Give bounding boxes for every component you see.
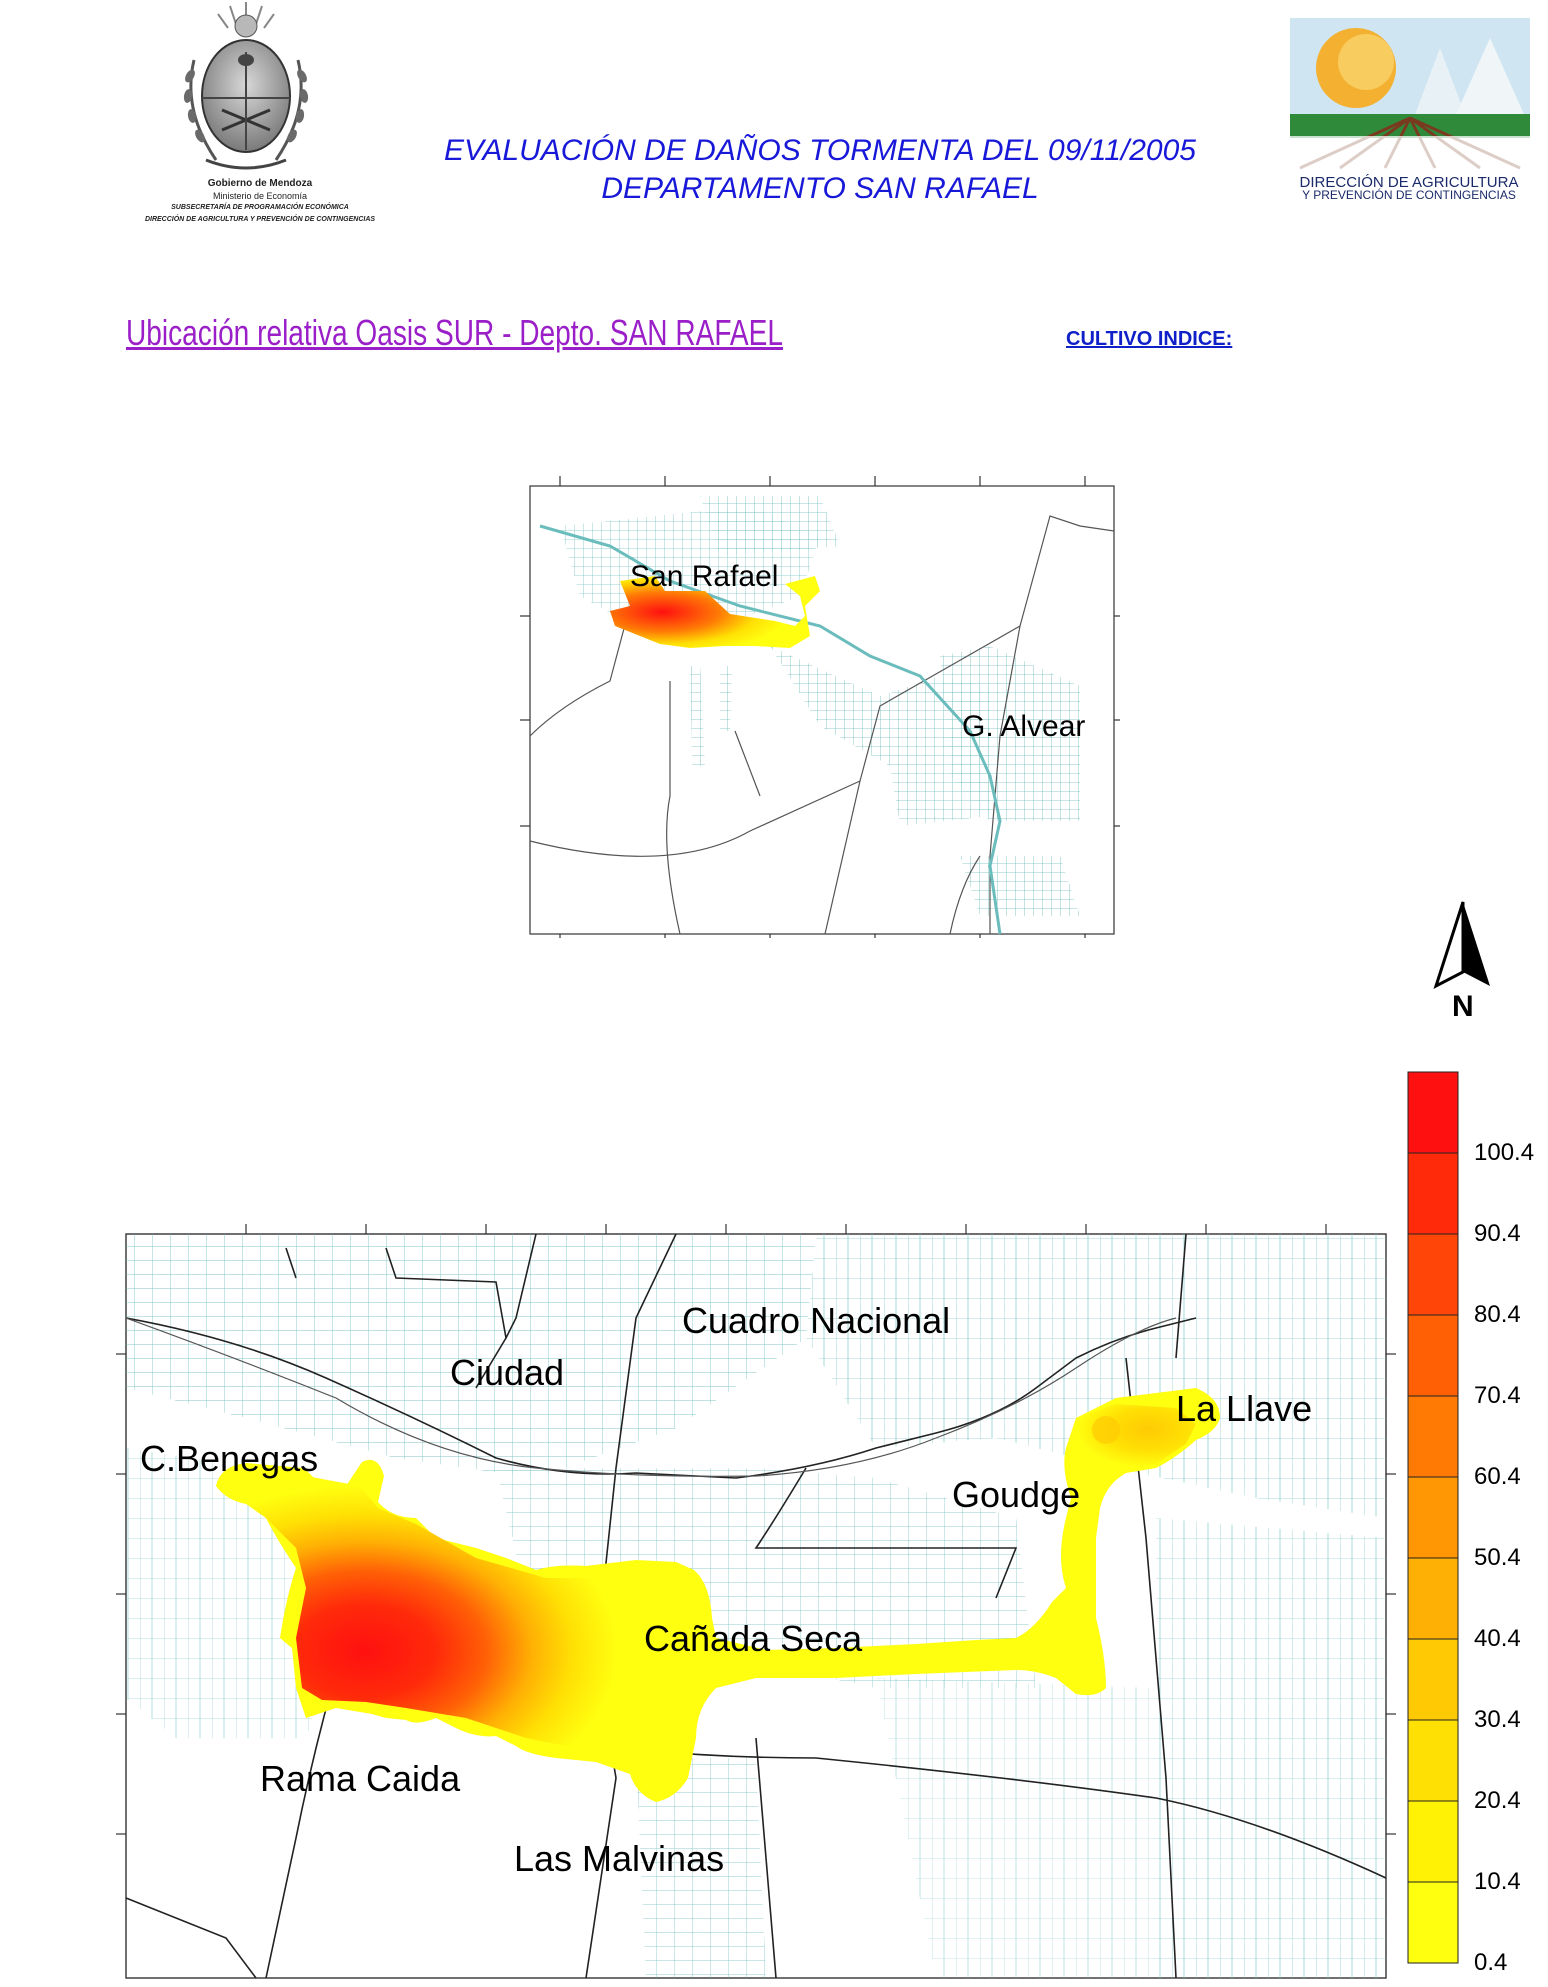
coat-of-arms-icon	[176, 0, 316, 176]
legend-band	[1408, 1153, 1458, 1234]
gov-line-1: Gobierno de Mendoza	[207, 178, 313, 189]
agriculture-sun-field-icon	[1290, 18, 1530, 174]
legend-band	[1408, 1558, 1458, 1639]
overview-label-g-alvear: G. Alvear	[962, 710, 1086, 743]
legend-tick-label: 0.4	[1474, 1949, 1508, 1976]
right-logo	[1290, 18, 1530, 174]
subtitle: Ubicación relativa Oasis SUR - Depto. SAN RAFAEL	[126, 312, 784, 353]
detail-label-canada-seca: Cañada Seca	[644, 1618, 863, 1659]
legend-band	[1408, 1801, 1458, 1882]
detail-map	[116, 1218, 1396, 1982]
gov-line-2: Ministerio de Economía	[212, 191, 308, 201]
page-title	[370, 132, 1270, 208]
detail-label-ciudad: Ciudad	[450, 1352, 565, 1393]
cultivo-indice-label: CULTIVO INDICE:	[1066, 328, 1233, 350]
legend-band	[1408, 1315, 1458, 1396]
detail-label-las-malvinas: Las Malvinas	[514, 1838, 725, 1879]
legend-band	[1408, 1477, 1458, 1558]
agri-line-2: Y PREVENCIÓN DE CONTINGENCIAS	[1302, 188, 1516, 202]
overview-label-san-rafael: San Rafael	[630, 560, 779, 593]
overview-map	[520, 476, 1120, 938]
legend-tick-label: 20.4	[1474, 1787, 1521, 1814]
title-line-2: DEPARTAMENTO SAN RAFAEL	[601, 172, 1039, 205]
legend-band	[1408, 1720, 1458, 1801]
detail-label-rama-caida: Rama Caida	[260, 1758, 461, 1799]
legend-tick-label: 50.4	[1474, 1544, 1521, 1571]
legend-band	[1408, 1072, 1458, 1153]
gov-line-4: DIRECCIÓN DE AGRICULTURA Y PREVENCIÓN DE CONTINGENCIAS	[144, 216, 376, 223]
legend-band	[1408, 1639, 1458, 1720]
detail-label-c-benegas: C.Benegas	[140, 1438, 319, 1479]
gov-line-3: SUBSECRETARÍA DE PROGRAMACIÓN ECONÓMICA	[171, 204, 349, 211]
north-arrow	[1428, 898, 1498, 1028]
legend-tick-label: 90.4	[1474, 1220, 1521, 1247]
legend-tick-label: 10.4	[1474, 1868, 1521, 1895]
legend-tick-label: 100.4	[1474, 1139, 1535, 1166]
legend-tick-label: 40.4	[1474, 1625, 1521, 1652]
detail-label-cuadro-nacional: Cuadro Nacional	[682, 1300, 951, 1341]
detail-label-la-llave: La Llave	[1176, 1388, 1313, 1429]
left-logo	[176, 0, 316, 176]
agri-caption	[1284, 176, 1534, 202]
legend-tick-label: 30.4	[1474, 1706, 1521, 1733]
legend-tick-label: 60.4	[1474, 1463, 1521, 1490]
legend-tick-label: 70.4	[1474, 1382, 1521, 1409]
legend-tick-label: 80.4	[1474, 1301, 1521, 1328]
legend-band	[1408, 1882, 1458, 1963]
north-arrow-icon	[1428, 898, 1498, 998]
legend-band	[1408, 1396, 1458, 1477]
legend-band	[1408, 1234, 1458, 1315]
north-label: N	[1452, 990, 1474, 1023]
legend	[1404, 1068, 1548, 1978]
agri-line-1: DIRECCIÓN DE AGRICULTURA	[1299, 174, 1519, 191]
title-line-1: EVALUACIÓN DE DAÑOS TORMENTA DEL 09/11/2005	[444, 134, 1196, 167]
legend-colorbar	[1404, 1068, 1504, 1968]
detail-label-goudge: Goudge	[952, 1474, 1081, 1515]
